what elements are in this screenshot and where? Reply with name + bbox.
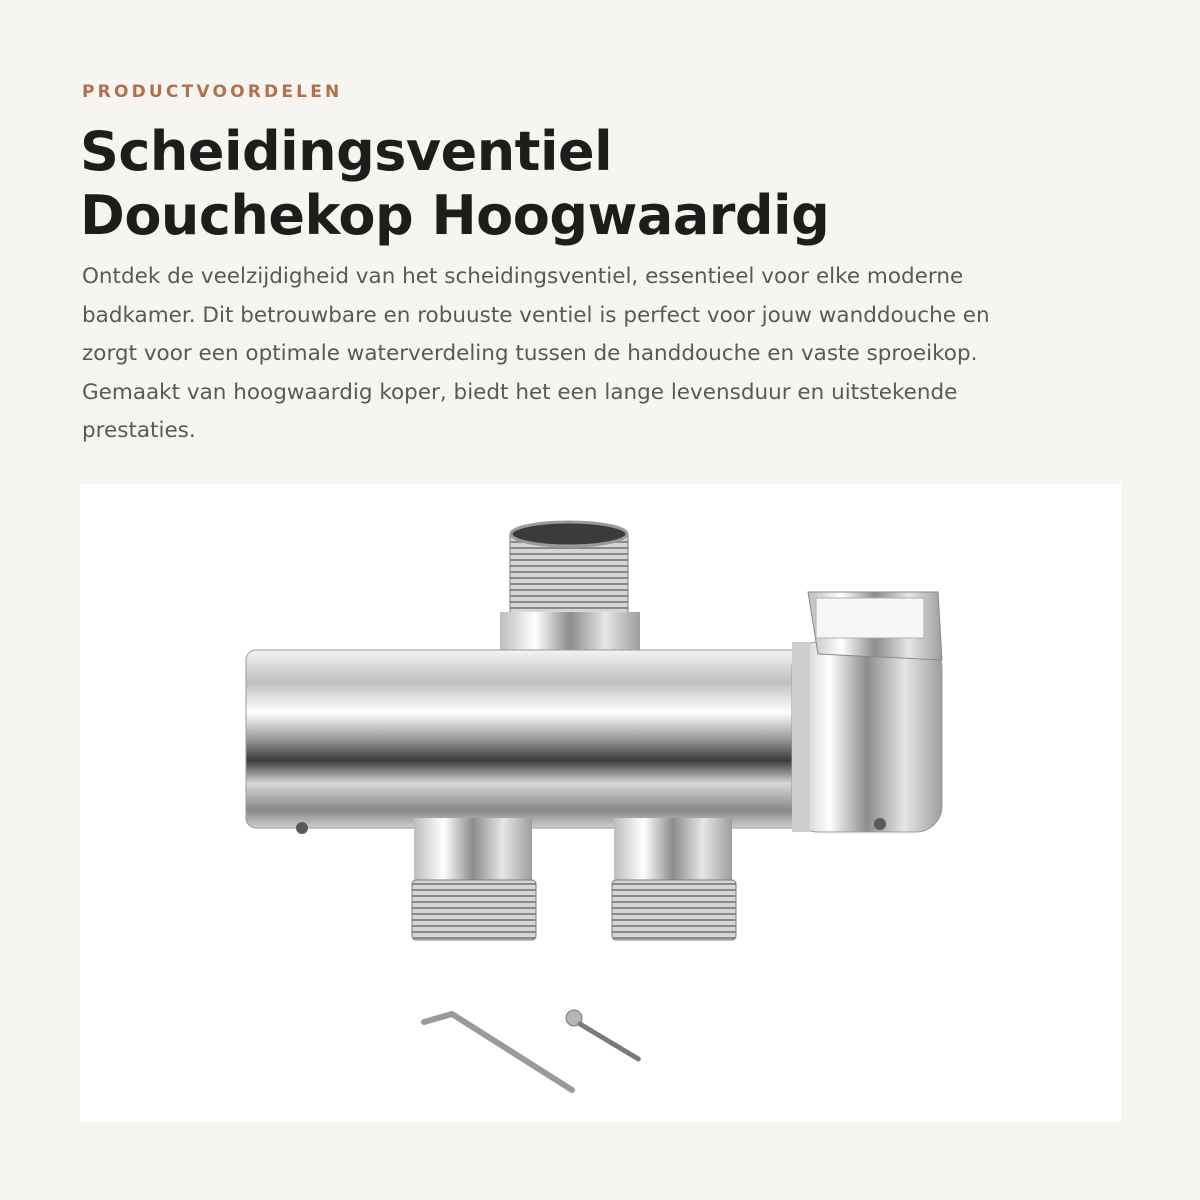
title-line-2: Douchekop Hoogwaardig	[80, 184, 830, 247]
product-description: Ontdek de veelzijdigheid van het scheidingsventiel, essentieel voor elke moderne badkamer. Dit betrouwbare en robuuste ventiel is perfect voor jouw wanddouche en zorgt voor een optimale waterverdeling tussen de handdouche en vaste sproeikop. Gemaakt van hoogwaardig koper, biedt het een lange levensduur en uitstekende prestaties.	[82, 264, 990, 444]
title-line-1: Scheidingsventiel	[80, 120, 613, 183]
page-title	[80, 120, 1120, 248]
chrome-diverter-valve-icon	[80, 484, 1121, 1122]
eyebrow-label: PRODUCTVOORDELEN	[82, 82, 343, 102]
product-photo	[80, 484, 1121, 1122]
screw-icon	[566, 1010, 640, 1060]
allen-key-icon	[424, 1014, 572, 1090]
